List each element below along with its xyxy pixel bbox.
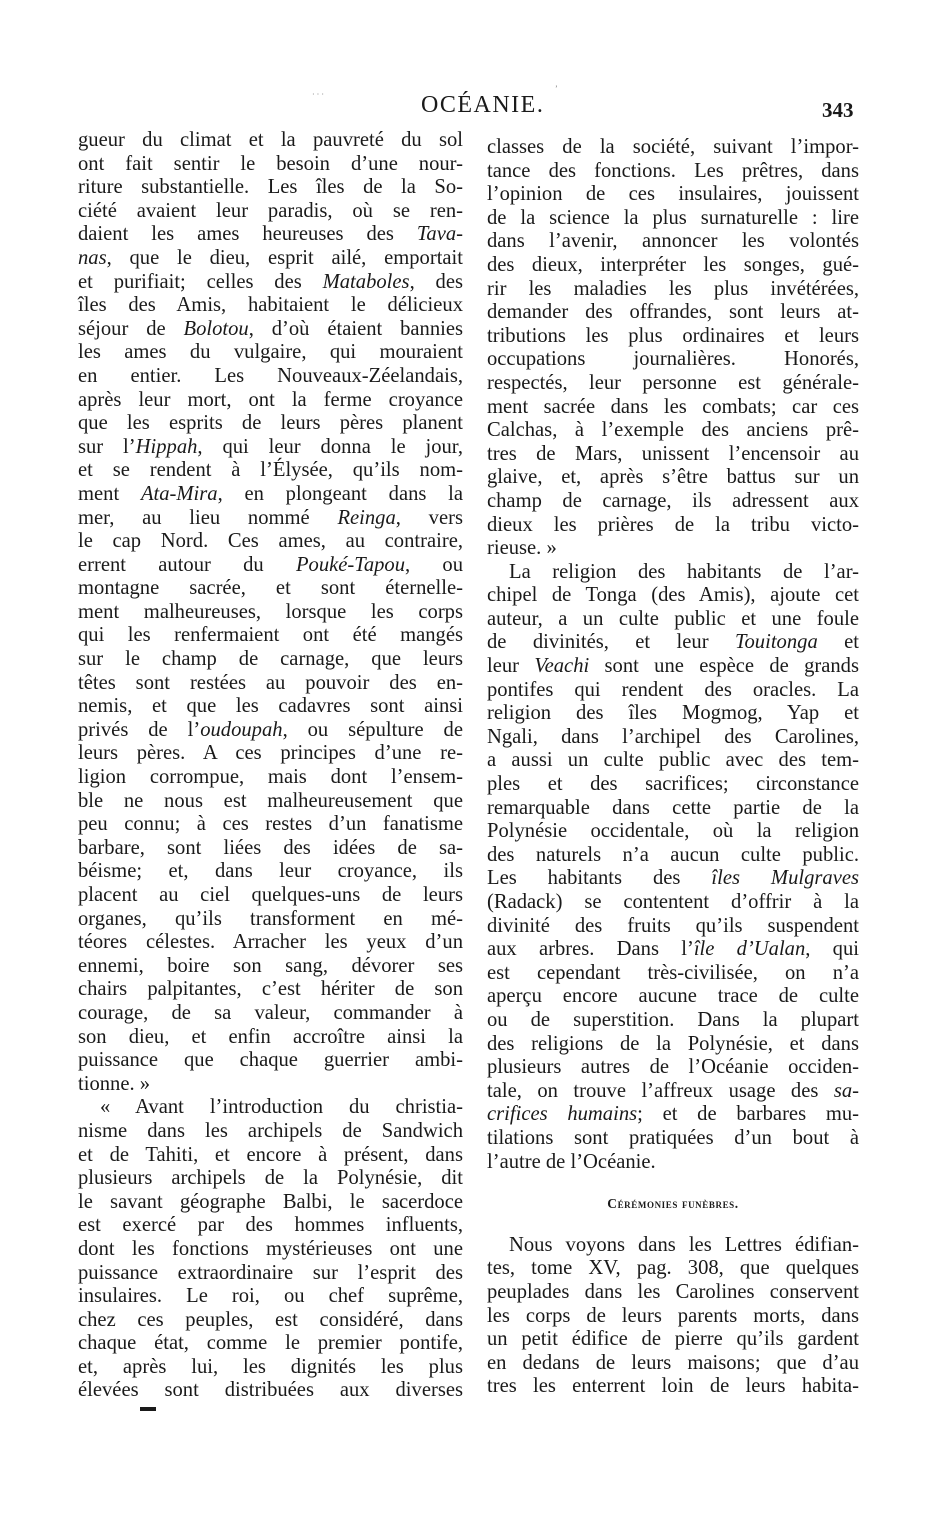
text-line: respectés, leur personne est générale- xyxy=(487,371,859,394)
text-line: demander des offrandes, sont leurs at- xyxy=(487,301,859,324)
scan-speck: ʼ xyxy=(555,84,558,93)
left-column xyxy=(78,129,463,1403)
page-number: 343 xyxy=(822,98,854,122)
text-line: remarquable dans cette partie de la xyxy=(487,796,859,819)
text-line: chairs palpitantes, c’est hériter de son xyxy=(78,978,463,1001)
text-line: Polynésie occidentale, où la religion xyxy=(487,820,859,843)
text-line: dans l’avenir, annoncer les volontés xyxy=(487,230,859,253)
text-line: ble ne nous est malheureusement que xyxy=(78,789,463,812)
text-line: têtes sont restées au pouvoir des en- xyxy=(78,671,463,694)
text-line: tance des fonctions. Les prêtres, dans xyxy=(487,159,859,182)
text-line: daient les ames heureuses des Tava- xyxy=(78,223,463,246)
text-line: et, après lui, les dignités les plus xyxy=(78,1355,463,1378)
text-line: sur l’Hippah, qui leur donna le jour, xyxy=(78,435,463,458)
text-line: Les habitants des îles Mulgraves xyxy=(487,867,859,890)
section-heading: Cérémonies funèbres. xyxy=(607,1196,739,1212)
text-line: tres de Mars, unissent l’encensoir au xyxy=(487,442,859,465)
text-line: a aussi un culte public avec des tem- xyxy=(487,749,859,772)
text-line: ont fait sentir le besoin d’une nour- xyxy=(78,152,463,175)
text-line: auteur, a un culte public et une foule xyxy=(487,607,859,630)
right-column-text-after-heading xyxy=(487,1234,859,1399)
text-line: qui les renfermaient ont été mangés xyxy=(78,624,463,647)
text-line: dieux les prières de la tribu victo- xyxy=(487,513,859,536)
text-line: insulaires. Le roi, ou chef suprême, xyxy=(78,1285,463,1308)
text-line: et se rendent à l’Élysée, qu’ils nom- xyxy=(78,459,463,482)
text-line: ligion corrompue, mais dont l’ensem- xyxy=(78,766,463,789)
text-line: les ames du vulgaire, qui mouraient xyxy=(78,341,463,364)
text-line: le savant géographe Balbi, le sacerdoce xyxy=(78,1190,463,1213)
text-line: organes, qu’ils transforment en mé- xyxy=(78,907,463,930)
text-line: nas, que le dieu, esprit ailé, emportait xyxy=(78,246,463,269)
text-line: des naturels n’a aucun culte public. xyxy=(487,843,859,866)
text-line: les corps de leurs parents morts, dans xyxy=(487,1304,859,1327)
text-line: tes, tome XV, pag. 308, que quelques xyxy=(487,1257,859,1280)
text-line: dont les fonctions mystérieuses ont une xyxy=(78,1237,463,1260)
text-line: tributions les plus ordinaires et leurs xyxy=(487,324,859,347)
text-line: ment sacrée dans les combats; car ces xyxy=(487,395,859,418)
text-line: chez ces peuples, est considéré, dans xyxy=(78,1308,463,1331)
text-line: téores célestes. Arracher les yeux d’un xyxy=(78,931,463,954)
text-line: La religion des habitants de l’ar- xyxy=(509,560,859,583)
text-line: l’opinion de ces insulaires, jouissent xyxy=(487,183,859,206)
text-line: placent au ciel quelques-uns de leurs xyxy=(78,884,463,906)
text-line: champ de carnage, ils adressent aux xyxy=(487,489,859,512)
text-line: un petit édifice de pierre qu’ils gardent xyxy=(487,1328,859,1351)
text-line: barbare, sont liées des idées de sa- xyxy=(78,836,463,859)
text-line: occupations journalières. Honorés, xyxy=(487,348,859,371)
text-line: est cependant très-civilisée, on n’a xyxy=(487,961,859,984)
text-line: glaive, et, après s’être battus sur un xyxy=(487,466,859,489)
text-line: privés de l’oudoupah, ou sépulture de xyxy=(78,718,463,741)
text-line: classes de la société, suivant l’impor- xyxy=(487,136,859,158)
text-line: des religions de la Polynésie, et dans xyxy=(487,1032,859,1055)
text-line: de divinités, et leur Touitonga et xyxy=(487,631,859,654)
text-line: ou de superstition. Dans la plupart xyxy=(487,1008,859,1031)
text-line: nisme dans les archipels de Sandwich xyxy=(78,1119,463,1142)
text-line: îles des Amis, habitaient le délicieux xyxy=(78,294,463,317)
text-line: courage, de sa valeur, commander à xyxy=(78,1001,463,1024)
text-line: errent autour du Pouké-Tapou, ou xyxy=(78,553,463,576)
text-line: tres les enterrent loin de leurs habita- xyxy=(487,1375,859,1398)
right-column xyxy=(487,136,859,1399)
text-line: puissance que chaque guerrier ambi- xyxy=(78,1049,463,1072)
text-line: divinité des fruits qu’ils suspendent xyxy=(487,914,859,937)
text-line: (Radack) se contentent d’offrir à la xyxy=(487,891,859,913)
text-line: ennemi, boire son sang, dévorer ses xyxy=(78,954,463,977)
text-line: aux arbres. Dans l’île d’Ualan, qui xyxy=(487,938,859,961)
text-line: plusieurs archipels de la Polynésie, dit xyxy=(78,1167,463,1190)
text-line: peuplades dans les Carolines conservent xyxy=(487,1280,859,1303)
scan-speck: · · · xyxy=(312,90,324,99)
text-line: l’autre de l’Océanie. xyxy=(487,1150,656,1173)
text-line: est exercé par des hommes influents, xyxy=(78,1214,463,1237)
text-line: en dedans de leurs maisons; que d’au xyxy=(487,1351,859,1374)
text-line: tale, on trouve l’affreux usage des sa- xyxy=(487,1079,859,1102)
text-line: Calchas, à l’exemple des anciens prê- xyxy=(487,419,859,442)
text-line: ples et des sacrifices; circonstance xyxy=(487,773,859,796)
text-line: chaque état, comme le premier pontife, xyxy=(78,1332,463,1355)
text-line: séjour de Bolotou, d’où étaient bannies xyxy=(78,317,463,340)
right-column-text-before-heading xyxy=(487,136,859,1174)
text-line: ment malheureuses, lorsque les corps xyxy=(78,600,463,623)
text-line: son dieu, et enfin accroître ainsi la xyxy=(78,1025,463,1048)
text-line: aperçu encore aucune trace de culte xyxy=(487,985,859,1008)
text-line: mer, au lieu nommé Reinga, vers xyxy=(78,506,463,529)
text-line: Ngali, dans l’archipel des Carolines, xyxy=(487,725,859,748)
text-line: rieuse. » xyxy=(487,537,557,560)
text-line: ciété avaient leur paradis, où se ren- xyxy=(78,199,463,222)
text-line: et de Tahiti, et encore à présent, dans xyxy=(78,1143,463,1166)
text-line: après leur mort, ont la ferme croyance xyxy=(78,388,463,411)
running-head xyxy=(0,92,931,122)
text-line: rir les maladies les plus invétérées, xyxy=(487,277,859,300)
text-line: Nous voyons dans les Lettres édifian- xyxy=(509,1233,859,1256)
text-line: religion des îles Mogmog, Yap et xyxy=(487,702,859,725)
text-line: nemis, et que les cadavres sont ainsi xyxy=(78,695,463,718)
text-line: peu connu; à ces restes d’un fanatisme xyxy=(78,813,463,836)
running-title: OCÉANIE. xyxy=(421,92,545,118)
text-line: puissance extraordinaire sur l’esprit des xyxy=(78,1261,463,1284)
text-line: gueur du climat et la pauvreté du sol xyxy=(78,129,463,151)
text-line: montagne sacrée, et sont éternelle- xyxy=(78,577,463,600)
text-line: sur le champ de carnage, que leurs xyxy=(78,648,463,671)
text-line: élevées sont distribuées aux diverses xyxy=(78,1379,463,1402)
footer-dash xyxy=(140,1407,156,1411)
text-line: des dieux, interpréter les songes, gué- xyxy=(487,253,859,276)
text-line: en entier. Les Nouveaux-Zéelandais, xyxy=(78,364,463,387)
text-line: crifices humains; et de barbares mu- xyxy=(487,1103,859,1126)
text-line: tilations sont pratiquées d’un bout à xyxy=(487,1126,859,1149)
text-line: leur Veachi sont une espèce de grands xyxy=(487,655,859,678)
text-line: chipel de Tonga (des Amis), ajoute cet xyxy=(487,584,859,607)
text-line: riture substantielle. Les îles de la So- xyxy=(78,176,463,199)
text-line: ment Ata-Mira, en plongeant dans la xyxy=(78,482,464,505)
text-line: leurs pères. A ces principes d’une re- xyxy=(78,742,463,765)
text-line: pontifes qui rendent des oracles. La xyxy=(487,678,859,701)
text-line: de la science la plus surnaturelle : lire xyxy=(487,206,859,229)
text-line: tionne. » xyxy=(78,1072,151,1095)
text-line: le cap Nord. Ces ames, au contraire, xyxy=(78,530,463,553)
text-line: plusieurs autres de l’Océanie occiden- xyxy=(487,1056,859,1079)
text-line: et purifiait; celles des Mataboles, des xyxy=(78,270,463,293)
text-line: béisme; et, dans leur croyance, ils xyxy=(78,860,463,883)
text-line: « Avant l’introduction du christia- xyxy=(100,1096,463,1119)
text-line: que les esprits de leurs pères planent xyxy=(78,412,463,435)
